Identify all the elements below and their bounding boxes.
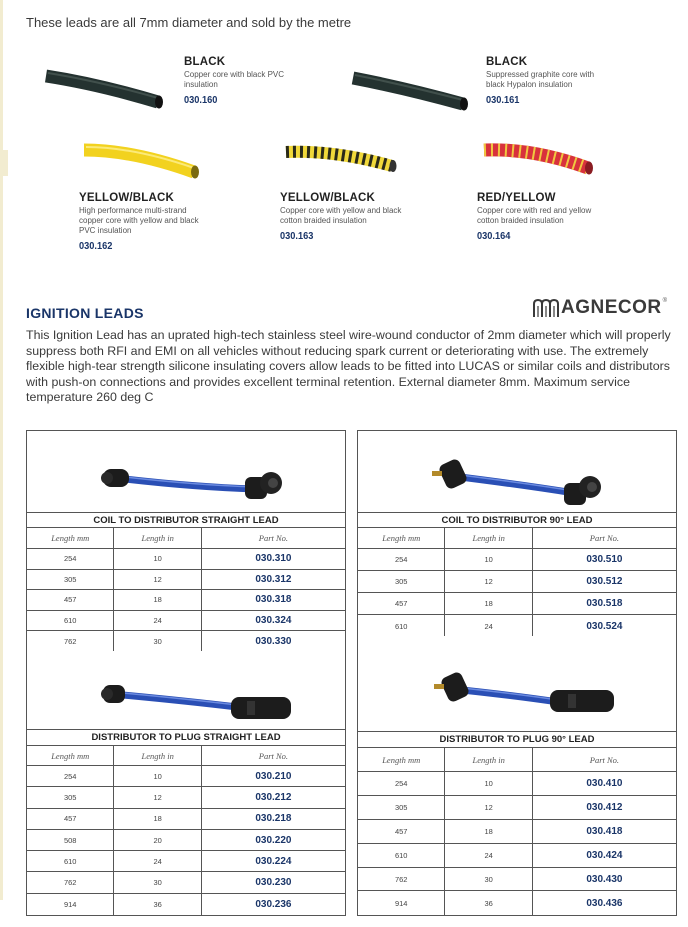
table-row <box>358 549 676 571</box>
part-number-cell: 030.310 <box>255 553 292 565</box>
logo-text: AGNECOR <box>561 297 662 318</box>
desc-line: cotton braided insulation <box>280 216 367 225</box>
desc-line: Suppressed graphite core with <box>486 70 595 79</box>
table-cell: 12 <box>445 796 532 819</box>
table-cell: 305 <box>27 570 114 590</box>
table-header-row <box>358 528 676 549</box>
desc-line: Copper core with yellow and black <box>280 206 402 215</box>
product-name: BLACK <box>486 56 528 68</box>
part-number-cell: 030.330 <box>255 636 292 648</box>
table-row <box>358 844 676 868</box>
header-cell: Part No. <box>589 533 620 543</box>
table-cell: 10 <box>114 549 201 569</box>
table-row <box>358 796 676 820</box>
table-cell: 24 <box>445 844 532 867</box>
part-number-cell: 030.512 <box>586 576 623 587</box>
dist-90-panel <box>357 636 677 916</box>
page-edge-tab <box>0 150 8 176</box>
table-row <box>358 571 676 593</box>
table-cell: 18 <box>114 809 201 829</box>
product-black-pvc <box>184 56 324 106</box>
table-row <box>27 830 345 851</box>
part-number-cell: 030.220 <box>255 834 292 846</box>
product-name: BLACK <box>184 56 226 68</box>
part-number-cell: 030.510 <box>586 554 623 565</box>
table-row <box>358 772 676 796</box>
table-cell: 508 <box>27 830 114 850</box>
table-cell: 12 <box>114 570 201 590</box>
header-cell: Length in <box>114 746 201 765</box>
table-cell: 36 <box>114 894 201 915</box>
product-yellow-black-braided <box>280 192 430 242</box>
header-cell: Length in <box>114 528 201 548</box>
product-name: RED/YELLOW <box>477 192 556 204</box>
header-cell: Part No. <box>258 750 289 761</box>
part-number-cell: 030.230 <box>255 877 292 889</box>
table-row <box>27 851 345 872</box>
table-row <box>27 590 345 611</box>
table-cell: 254 <box>358 549 445 570</box>
dist-straight-panel <box>26 651 346 916</box>
table-cell: 254 <box>27 549 114 569</box>
desc-line: High performance multi-strand <box>79 206 187 215</box>
part-number-cell: 030.210 <box>255 770 292 782</box>
desc-line: cotton braided insulation <box>477 216 564 225</box>
table-header-row <box>27 528 345 549</box>
table-row <box>27 611 345 632</box>
table-cell: 24 <box>114 851 201 871</box>
product-red-yellow-braided <box>477 192 627 242</box>
part-number-cell: 030.412 <box>586 801 623 813</box>
table-row <box>358 820 676 844</box>
part-number-cell: 030.424 <box>586 849 623 861</box>
part-number-cell: 030.436 <box>586 897 623 909</box>
red-yellow-braided-lead-image <box>478 138 598 183</box>
table-row <box>27 809 345 830</box>
table-cell: 36 <box>445 891 532 915</box>
header-cell: Length mm <box>27 746 114 765</box>
table-cell: 18 <box>114 590 201 610</box>
table-row <box>358 615 676 637</box>
table-cell: 305 <box>358 571 445 592</box>
table-cell: 762 <box>27 872 114 892</box>
table-cell: 457 <box>27 590 114 610</box>
product-part-number: 030.160 <box>184 94 218 106</box>
part-number-cell: 030.312 <box>255 573 292 585</box>
desc-line: insulation <box>184 80 218 89</box>
table-cell: 457 <box>358 820 445 843</box>
part-number-cell: 030.430 <box>586 873 623 885</box>
table-cell: 610 <box>358 844 445 867</box>
table-cell: 12 <box>114 787 201 807</box>
product-desc <box>184 70 324 90</box>
product-desc <box>486 70 636 90</box>
product-part-number: 030.162 <box>79 240 113 252</box>
coil-90-title: COIL TO DISTRIBUTOR 90° LEAD <box>358 512 676 528</box>
dist-90-title: DISTRIBUTOR TO PLUG 90° LEAD <box>358 731 676 748</box>
table-row <box>358 593 676 615</box>
coil-straight-panel <box>26 430 346 653</box>
yellow-black-braided-lead-image <box>280 140 400 180</box>
product-black-hypalon <box>486 56 636 106</box>
table-row <box>27 631 345 652</box>
table-cell: 457 <box>358 593 445 614</box>
product-part-number: 030.161 <box>486 94 520 106</box>
table-cell: 24 <box>114 611 201 631</box>
yellow-black-pvc-lead-image <box>78 138 203 183</box>
header-cell: Length in <box>445 748 532 771</box>
table-cell: 762 <box>27 631 114 652</box>
desc-line: copper core with yellow and black <box>79 216 199 225</box>
page-edge-decoration <box>0 0 3 900</box>
table-cell: 914 <box>27 894 114 915</box>
part-number-cell: 030.324 <box>255 615 292 627</box>
part-number-cell: 030.524 <box>586 620 623 632</box>
dist-straight-lead-image <box>97 667 297 727</box>
table-cell: 12 <box>445 571 532 592</box>
product-part-number: 030.163 <box>280 230 314 242</box>
coil-straight-title: COIL TO DISTRIBUTOR STRAIGHT LEAD <box>27 512 345 528</box>
desc-line: black Hypalon insulation <box>486 80 573 89</box>
coil-straight-lead-image <box>95 451 295 511</box>
header-cell: Length in <box>445 528 532 548</box>
product-name: YELLOW/BLACK <box>79 192 175 204</box>
header-cell: Length mm <box>358 748 445 771</box>
header-cell: Part No. <box>589 754 620 765</box>
table-cell: 20 <box>114 830 201 850</box>
table-cell: 254 <box>27 766 114 786</box>
table-cell: 610 <box>358 615 445 637</box>
ignition-description: This Ignition Lead has an uprated high-tech stainless steel wire-wound conductor of 2mm diameter which will properly suppress both RFI and EMI on all vehicles without reducing spark current or deteriorating with use. The extremely flexible high-tear strength silicone insulating covers allow leads to be fitted into LUCAS or similar coils and distributors with push-on connections and provides excellent terminal retention. External diameter 8mm. Maximum service temperature 260 deg C <box>26 328 671 405</box>
table-row <box>27 549 345 570</box>
table-cell: 610 <box>27 611 114 631</box>
desc-line: PVC insulation <box>79 226 132 235</box>
table-cell: 457 <box>27 809 114 829</box>
part-number-cell: 030.410 <box>586 777 623 789</box>
table-cell: 610 <box>27 851 114 871</box>
product-name: YELLOW/BLACK <box>280 192 376 204</box>
table-cell: 10 <box>445 549 532 570</box>
desc-line: Copper core with red and yellow <box>477 206 592 215</box>
table-cell: 305 <box>358 796 445 819</box>
table-cell: 30 <box>445 868 532 891</box>
dist-90-table <box>358 748 676 915</box>
part-number-cell: 030.218 <box>255 813 292 825</box>
part-number-cell: 030.212 <box>255 791 292 803</box>
part-number-cell: 030.224 <box>255 855 292 867</box>
logo-registered: ® <box>662 298 668 304</box>
table-row <box>358 868 676 892</box>
coil-90-panel <box>357 430 677 638</box>
table-cell: 30 <box>114 872 201 892</box>
table-cell: 10 <box>114 766 201 786</box>
magnecor-m-icon <box>532 298 560 318</box>
coil-90-lead-image <box>424 449 624 511</box>
product-yellow-black-pvc <box>79 192 229 252</box>
part-number-cell: 030.318 <box>255 594 292 606</box>
part-number-cell: 030.518 <box>586 598 623 609</box>
table-row <box>27 872 345 893</box>
table-row <box>27 894 345 915</box>
header-cell: Length mm <box>27 528 114 548</box>
table-header-row <box>27 746 345 766</box>
table-cell: 10 <box>445 772 532 795</box>
table-row <box>27 766 345 787</box>
table-cell: 914 <box>358 891 445 915</box>
section-title: IGNITION LEADS <box>26 305 144 321</box>
black-pvc-lead-image <box>38 62 173 112</box>
header-cell: Length mm <box>358 528 445 548</box>
table-cell: 762 <box>358 868 445 891</box>
product-desc <box>280 206 430 226</box>
header-cell: Part No. <box>258 533 289 543</box>
table-row <box>27 570 345 591</box>
table-cell: 18 <box>445 593 532 614</box>
black-hypalon-lead-image <box>345 66 475 114</box>
product-part-number: 030.164 <box>477 230 511 242</box>
table-header-row <box>358 748 676 772</box>
part-number-cell: 030.418 <box>586 825 623 837</box>
table-cell: 305 <box>27 787 114 807</box>
intro-text: These leads are all 7mm diameter and sold by the metre <box>26 15 352 30</box>
coil-90-table <box>358 528 676 637</box>
magnecor-logo <box>532 296 672 320</box>
product-desc <box>477 206 627 226</box>
desc-line: Copper core with black PVC <box>184 70 285 79</box>
dist-90-lead-image <box>428 662 628 724</box>
dist-straight-title: DISTRIBUTOR TO PLUG STRAIGHT LEAD <box>27 729 345 746</box>
product-desc <box>79 206 229 236</box>
table-cell: 18 <box>445 820 532 843</box>
coil-straight-table <box>27 528 345 652</box>
table-cell: 30 <box>114 631 201 652</box>
part-number-cell: 030.236 <box>255 898 292 910</box>
dist-straight-table <box>27 746 345 915</box>
table-cell: 24 <box>445 615 532 637</box>
table-cell: 254 <box>358 772 445 795</box>
table-row <box>358 891 676 915</box>
table-row <box>27 787 345 808</box>
